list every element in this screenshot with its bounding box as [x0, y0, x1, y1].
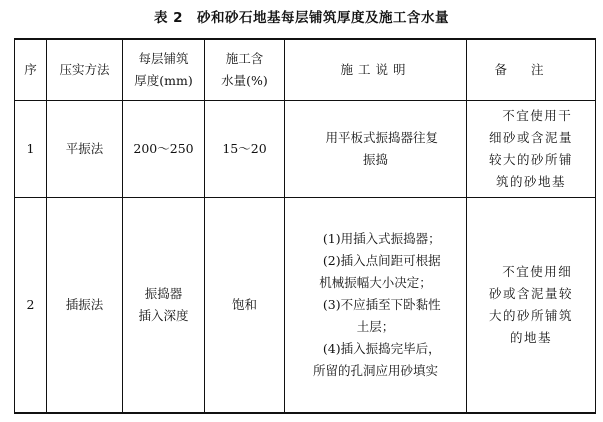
row2-seq: 2: [15, 198, 47, 414]
row2-description-line: (3)不应插至下卧黏性: [322, 297, 441, 312]
header-seq: 序: [15, 39, 47, 101]
table-title: 砂和砂石地基每层铺筑厚度及施工含水量: [197, 10, 450, 26]
table-caption: [0, 6, 603, 26]
construction-table: [14, 38, 596, 414]
row2-description: [285, 198, 467, 414]
row1-method: 平振法: [47, 101, 123, 198]
row1-thickness: 200～250: [123, 101, 205, 198]
row2-water: 饱和: [205, 198, 285, 414]
row2-method: 插振法: [47, 198, 123, 414]
row1-remarks-line: 筑的砂地基: [495, 174, 566, 189]
row2-description-line: 机械振幅大小决定；: [319, 275, 432, 290]
header-thickness: [123, 39, 205, 101]
row2-remarks-line: 大的砂所铺筑: [488, 308, 573, 323]
header-water: [205, 39, 285, 101]
table-row: [15, 198, 596, 414]
header-water-line1: 施工含: [225, 51, 264, 66]
row2-remarks-line: 不宜使用细: [502, 264, 573, 279]
row1-description-line: 振捣: [362, 152, 388, 167]
row2-thickness-line2: 插入深度: [138, 308, 189, 323]
header-remarks: 备注: [467, 39, 596, 101]
row2-description-line: 所留的孔洞应用砂填实: [312, 363, 438, 378]
header-thickness-line2: 厚度(mm): [134, 73, 193, 88]
row2-description-line: (4)插入振捣完毕后，: [322, 341, 441, 356]
row1-description: [285, 101, 467, 198]
row1-water: 15～20: [205, 101, 285, 198]
row2-description-line: (1)用插入式振捣器；: [322, 231, 441, 246]
row1-seq: 1: [15, 101, 47, 198]
table-header-row: [15, 39, 596, 101]
table-number: 表 2: [153, 10, 184, 26]
row2-remarks-line: 的地基: [509, 330, 552, 345]
row2-description-line: (2)插入点间距可根据: [322, 253, 441, 268]
table-row: [15, 101, 596, 198]
row1-description-line: 用平板式振捣器往复: [325, 130, 438, 145]
header-description: 施工说明: [285, 39, 467, 101]
row2-remarks-line: 砂或含泥量较: [488, 286, 573, 301]
row1-remarks-line: 较大的砂所铺: [488, 152, 573, 167]
header-thickness-line1: 每层铺筑: [138, 51, 189, 66]
row2-description-line: 土层；: [356, 319, 395, 334]
header-water-line2: 水量(%): [221, 73, 268, 88]
row2-thickness-line1: 振捣器: [144, 286, 183, 301]
row2-remarks: [467, 198, 596, 414]
row2-thickness: [123, 198, 205, 414]
row1-remarks: [467, 101, 596, 198]
row1-remarks-line: 细砂或含泥量: [488, 130, 573, 145]
row1-remarks-line: 不宜使用干: [502, 108, 573, 123]
header-method: 压实方法: [47, 39, 123, 101]
